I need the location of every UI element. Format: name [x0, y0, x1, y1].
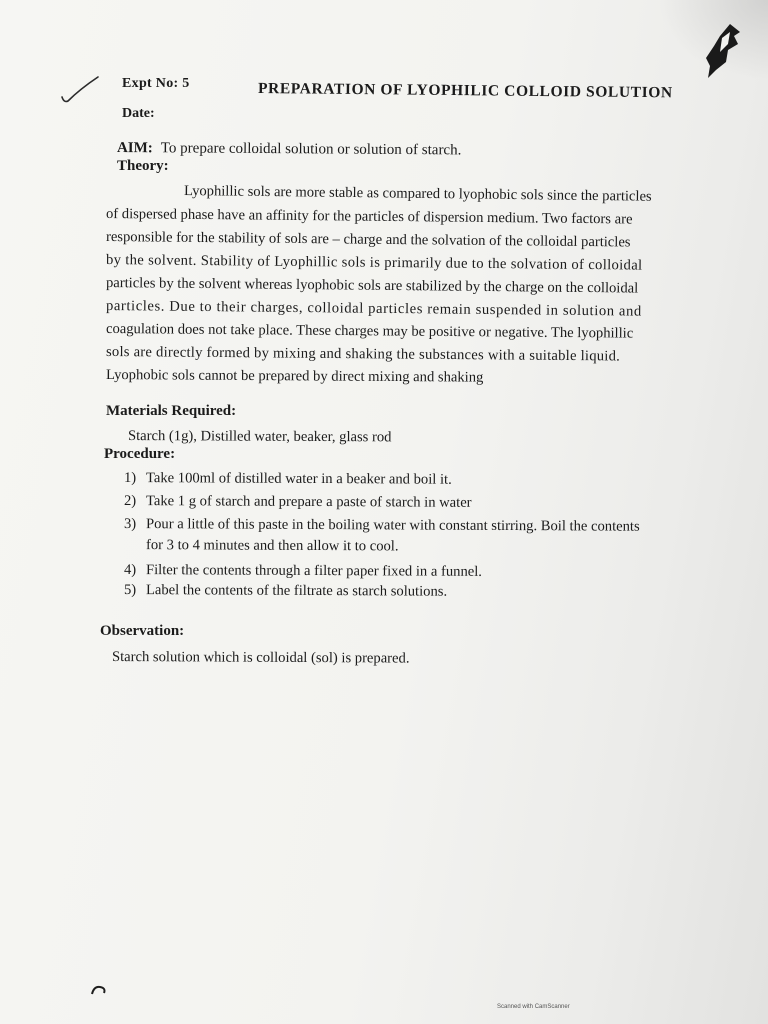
step-text: Take 100ml of distilled water in a beaker and boil it.: [145, 470, 452, 488]
step-text: Filter the contents through a filter paper fixed in a funnel.: [145, 562, 483, 580]
date-label: Date:: [122, 106, 155, 121]
theory-line: responsible for the stability of sols are – charge and the solvation of the colloidal particles: [105, 229, 631, 251]
procedure-heading: Procedure:: [104, 446, 176, 462]
materials-text: Starch (1g), Distilled water, beaker, glass rod: [127, 428, 392, 446]
torn-corner-mark: [700, 22, 742, 80]
step-number: 1): [123, 470, 137, 487]
step-text: Take 1 g of starch and prepare a paste of starch in water: [145, 493, 472, 511]
step-number: 3): [123, 516, 137, 533]
aim-text: To prepare colloidal solution or solution of starch.: [160, 140, 462, 159]
document-title: PREPARATION OF LYOPHILIC COLLOID SOLUTION: [257, 80, 673, 102]
experiment-number: Expt No: 5: [122, 76, 190, 91]
step-text: Label the contents of the filtrate as starch solutions.: [145, 582, 448, 600]
step-number: 4): [123, 562, 137, 579]
theory-line: particles by the solvent whereas lyophobic sols are stabilized by the charge on the colloidal: [105, 275, 639, 297]
theory-line: sols are directly formed by mixing and shaking the substances with a suitable liquid.: [105, 344, 621, 365]
check-mark-icon: [58, 75, 100, 107]
aim-line: [117, 140, 462, 159]
procedure-step-continuation: [124, 537, 399, 555]
aim-label: AIM:: [116, 140, 153, 157]
theory-line: particles. Due to their charges, colloidal particles remain suspended in solution and: [105, 298, 642, 320]
ink-smudge-mark: [90, 984, 112, 996]
theory-line: by the solvent. Stability of Lyophillic sols is primarily due to the solvation of colloidal: [105, 252, 643, 274]
procedure-step: [124, 562, 482, 581]
observation-heading: Observation:: [100, 623, 185, 639]
observation-text: Starch solution which is colloidal (sol) is prepared.: [111, 649, 410, 667]
theory-line: Lyophobic sols cannot be prepared by direct mixing and shaking: [105, 367, 484, 386]
theory-heading: Theory:: [117, 158, 169, 174]
materials-heading: Materials Required:: [106, 403, 237, 419]
scanner-watermark: Scanned with CamScanner: [497, 1004, 570, 1010]
theory-line: coagulation does not take place. These charges may be positive or negative. The lyophillic: [105, 321, 634, 342]
procedure-step: [124, 493, 472, 512]
procedure-step: [124, 516, 640, 536]
step-number: 2): [123, 493, 137, 510]
step-text: Pour a little of this paste in the boiling water with constant stirring. Boil the contents: [145, 516, 640, 535]
step-text: for 3 to 4 minutes and then allow it to cool.: [145, 537, 399, 555]
theory-line: of dispersed phase have an affinity for the particles of dispersion medium. Two factors are: [105, 206, 633, 228]
theory-line: Lyophillic sols are more stable as compared to lyophobic sols since the particles: [183, 183, 652, 205]
step-number: 5): [123, 582, 137, 599]
procedure-step: [124, 470, 452, 489]
procedure-step: [124, 582, 447, 601]
